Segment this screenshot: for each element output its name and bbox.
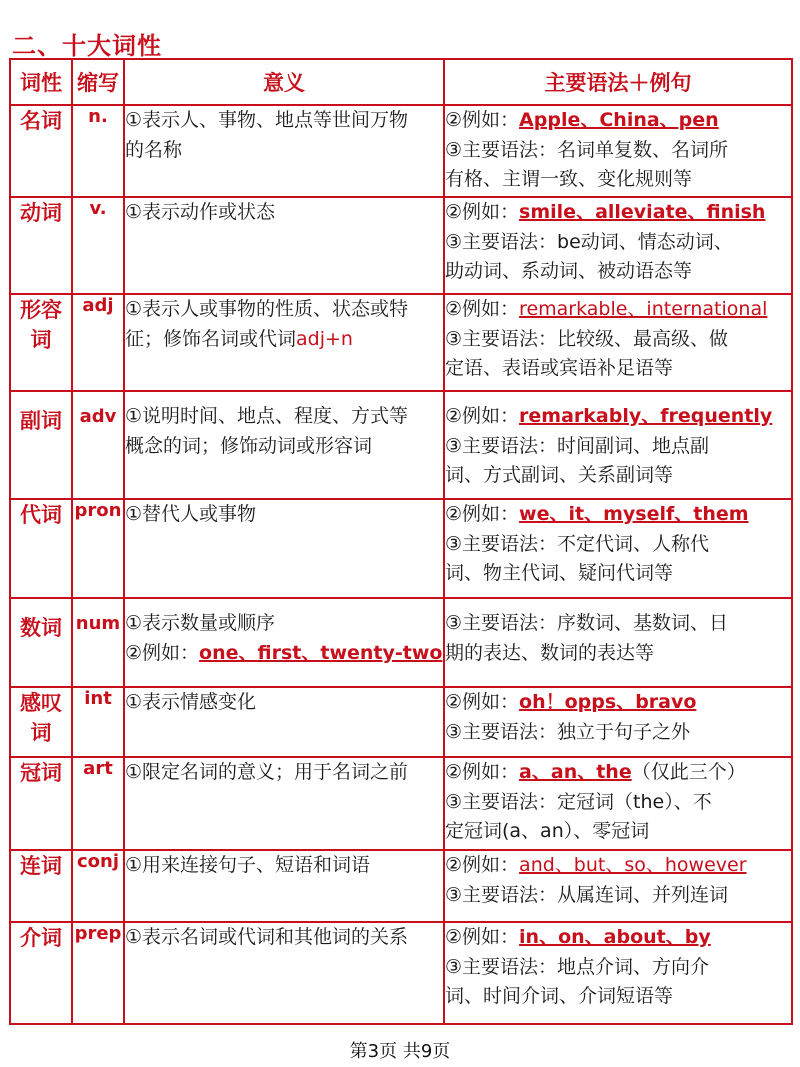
header-meaning: 意义 bbox=[124, 59, 444, 105]
example-words: in、on、about、by bbox=[519, 926, 711, 948]
pos-abbr: int bbox=[72, 687, 124, 757]
grammar-cell bbox=[444, 197, 792, 294]
meaning-cell bbox=[124, 294, 444, 391]
meaning-cell bbox=[124, 922, 444, 1024]
meaning-line: ①表示动作或状态 bbox=[125, 201, 276, 223]
example-words: remarkably、frequently bbox=[519, 405, 773, 427]
header-pos: 词性 bbox=[10, 59, 72, 105]
pos-name: 冠词 bbox=[10, 757, 72, 850]
meaning-cell bbox=[124, 197, 444, 294]
grammar-line: ③主要语法：独立于句子之外 bbox=[445, 720, 691, 743]
grammar-line: 定冠词(a、an）、零冠词 bbox=[445, 820, 650, 842]
grammar-line: 助动词、系动词、被动语态等 bbox=[445, 260, 693, 282]
grammar-line: ③主要语法：be动词、情态动词、 bbox=[445, 230, 733, 253]
grammar-line: ③主要语法：不定代词、人称代 bbox=[445, 532, 710, 555]
table-row bbox=[10, 850, 792, 922]
meaning-line: ①表示人、事物、地点等世间万物 bbox=[125, 109, 409, 131]
example-words: we、it、myself、them bbox=[519, 503, 749, 525]
meaning-line: ①表示人或事物的性质、状态或特 bbox=[125, 298, 409, 320]
pos-name bbox=[10, 687, 72, 757]
table-row bbox=[10, 105, 792, 197]
table-row bbox=[10, 391, 792, 499]
grammar-line: 期的表达、数词的表达等 bbox=[445, 641, 655, 664]
pos-abbr: art bbox=[72, 757, 124, 850]
example-prefix: ②例如： bbox=[445, 761, 520, 783]
pos-name-line: 词 bbox=[30, 721, 52, 745]
pos-name bbox=[10, 294, 72, 391]
example-words: remarkable、international bbox=[519, 298, 768, 320]
meaning-cell bbox=[124, 850, 444, 922]
meaning-cell bbox=[124, 687, 444, 757]
pos-abbr: v. bbox=[72, 197, 124, 294]
example-words: smile、alleviate、finish bbox=[519, 201, 766, 223]
grammar-cell bbox=[444, 850, 792, 922]
pos-abbr: conj bbox=[72, 850, 124, 922]
meaning-cell bbox=[124, 757, 444, 850]
grammar-cell bbox=[444, 105, 792, 197]
grammar-line: ③主要语法：地点介词、方向介 bbox=[445, 955, 710, 978]
meaning-line: ①用来连接句子、短语和词语 bbox=[125, 854, 371, 876]
grammar-line: ③主要语法：定冠词（the）、不 bbox=[445, 790, 712, 813]
example-prefix: ②例如： bbox=[445, 691, 520, 713]
table-row bbox=[10, 687, 792, 757]
pos-name: 名词 bbox=[10, 105, 72, 197]
grammar-line: ③主要语法：时间副词、地点副 bbox=[445, 434, 710, 457]
grammar-line: ③主要语法：从属连词、并列连词 bbox=[445, 883, 729, 906]
example-prefix: ②例如： bbox=[445, 109, 520, 131]
page-number: 第3页 共9页 bbox=[349, 1041, 451, 1062]
example-words: and、but、so、however bbox=[519, 854, 747, 876]
example-prefix: ②例如： bbox=[445, 405, 520, 427]
meaning-cell bbox=[124, 598, 444, 687]
pos-abbr: n. bbox=[72, 105, 124, 197]
grammar-cell bbox=[444, 757, 792, 850]
example-prefix: ②例如： bbox=[445, 298, 520, 320]
table-row bbox=[10, 757, 792, 850]
meaning-formula: adj+n bbox=[296, 327, 353, 350]
header-abbr: 缩写 bbox=[72, 59, 124, 105]
page-title: 二、十大词性 bbox=[12, 32, 162, 60]
meaning-cell bbox=[124, 499, 444, 598]
parts-of-speech-table bbox=[9, 58, 793, 1025]
grammar-line: ③主要语法：序数词、基数词、日 bbox=[445, 612, 729, 634]
meaning-line: ①表示情感变化 bbox=[125, 691, 257, 713]
pos-abbr: num bbox=[72, 598, 124, 687]
example-words: oh！opps、bravo bbox=[519, 691, 697, 713]
grammar-line: 词、时间介词、介词短语等 bbox=[445, 985, 674, 1007]
pos-name: 数词 bbox=[10, 598, 72, 687]
table-row bbox=[10, 294, 792, 391]
pos-name-line: 词 bbox=[30, 328, 52, 352]
meaning-line: 概念的词；修饰动词或形容词 bbox=[125, 434, 373, 457]
meaning-line: ①限定名词的意义；用于名词之前 bbox=[125, 761, 409, 783]
pos-name: 代词 bbox=[10, 499, 72, 598]
meaning-line: ①说明时间、地点、程度、方式等 bbox=[125, 405, 409, 427]
pos-name: 连词 bbox=[10, 850, 72, 922]
example-words: one、first、twenty-two bbox=[199, 641, 443, 664]
table-row bbox=[10, 922, 792, 1024]
example-note: （仅此三个） bbox=[631, 761, 746, 783]
table-row bbox=[10, 499, 792, 598]
grammar-cell bbox=[444, 391, 792, 499]
grammar-line: ③主要语法：比较级、最高级、做 bbox=[445, 327, 729, 350]
grammar-cell bbox=[444, 922, 792, 1024]
pos-name: 副词 bbox=[10, 391, 72, 499]
meaning-cell bbox=[124, 391, 444, 499]
grammar-line: 定语、表语或宾语补足语等 bbox=[445, 357, 674, 379]
pos-abbr: prep bbox=[72, 922, 124, 1024]
pos-name: 介词 bbox=[10, 922, 72, 1024]
meaning-line: 征；修饰名词或代词 bbox=[125, 327, 297, 350]
grammar-cell bbox=[444, 499, 792, 598]
grammar-cell bbox=[444, 598, 792, 687]
grammar-line: 词、物主代词、疑问代词等 bbox=[445, 562, 674, 584]
example-prefix: ②例如： bbox=[125, 641, 200, 664]
meaning-cell bbox=[124, 105, 444, 197]
grammar-cell bbox=[444, 294, 792, 391]
example-words: a、an、the bbox=[519, 761, 632, 783]
header-grammar: 主要语法＋例句 bbox=[444, 59, 792, 105]
pos-abbr: pron bbox=[72, 499, 124, 598]
pos-abbr: adj bbox=[72, 294, 124, 391]
pos-name-line: 感叹 bbox=[20, 691, 62, 715]
meaning-line: 的名称 bbox=[125, 138, 183, 161]
grammar-line: 词、方式副词、关系副词等 bbox=[445, 464, 674, 486]
example-prefix: ②例如： bbox=[445, 201, 520, 223]
example-words: Apple、China、pen bbox=[519, 109, 719, 131]
example-prefix: ②例如： bbox=[445, 503, 520, 525]
table-header-row bbox=[10, 59, 792, 105]
example-prefix: ②例如： bbox=[445, 926, 520, 948]
pos-name-line: 形容 bbox=[20, 298, 62, 322]
meaning-line: ①表示数量或顺序 bbox=[125, 612, 276, 634]
grammar-line: 有格、主谓一致、变化规则等 bbox=[445, 168, 693, 190]
grammar-cell bbox=[444, 687, 792, 757]
example-prefix: ②例如： bbox=[445, 854, 520, 876]
pos-abbr: adv bbox=[72, 391, 124, 499]
pos-name: 动词 bbox=[10, 197, 72, 294]
table-row bbox=[10, 598, 792, 687]
grammar-line: ③主要语法：名词单复数、名词所 bbox=[445, 138, 729, 161]
meaning-line: ①替代人或事物 bbox=[125, 503, 257, 525]
meaning-line: ①表示名词或代词和其他词的关系 bbox=[125, 926, 409, 948]
table-row bbox=[10, 197, 792, 294]
